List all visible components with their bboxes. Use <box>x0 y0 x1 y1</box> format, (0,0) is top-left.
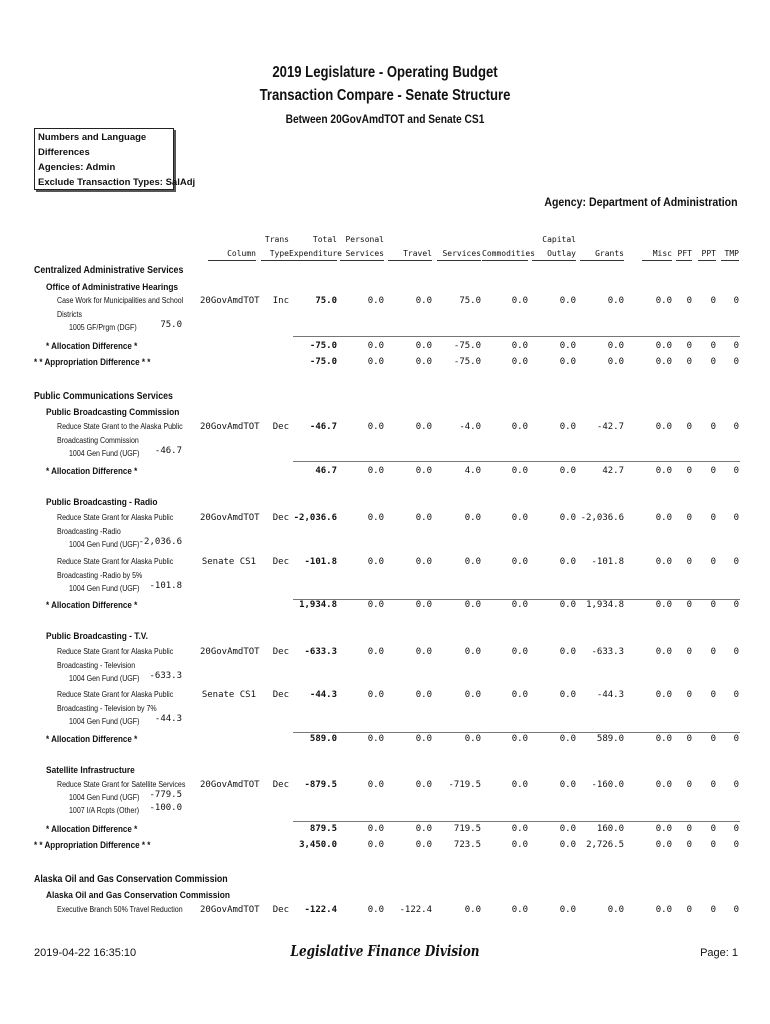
value-cell: 0 <box>686 557 692 567</box>
column-header: PFT <box>676 248 692 261</box>
value-cell: 0.0 <box>559 466 576 476</box>
value-cell: 0 <box>733 466 739 476</box>
value-cell: 0.0 <box>367 422 384 432</box>
value-cell: 0 <box>686 357 692 367</box>
value-cell: 0.0 <box>511 466 528 476</box>
value-cell: 0 <box>733 690 739 700</box>
value-cell: 0.0 <box>559 357 576 367</box>
value-cell: -44.3 <box>596 690 624 700</box>
section-heading: Alaska Oil and Gas Conservation Commission <box>46 890 230 901</box>
agency-label: Agency: Department of Administration <box>544 195 738 209</box>
fund-source: 1007 I/A Rcpts (Other) <box>69 806 140 815</box>
column-name: Senate CS1 <box>201 690 256 700</box>
value-cell: 0.0 <box>511 557 528 567</box>
value-cell: 0.0 <box>511 296 528 306</box>
line-description: Broadcasting Commission <box>57 436 139 445</box>
value-cell: 0.0 <box>559 690 576 700</box>
value-cell: 0.0 <box>511 647 528 657</box>
value-cell: 0 <box>686 824 692 834</box>
value-cell: 0.0 <box>464 600 481 610</box>
fund-amount: -44.3 <box>154 714 182 724</box>
line-description: Broadcasting -Radio <box>57 527 121 536</box>
value-cell: -75.0 <box>309 357 337 367</box>
value-cell: 0.0 <box>367 690 384 700</box>
value-cell: 0 <box>733 341 739 351</box>
value-cell: 0.0 <box>559 780 576 790</box>
value-cell: 0.0 <box>655 647 672 657</box>
line-description: Reduce State Grant for Alaska Public <box>57 690 174 699</box>
report-title-2: Transaction Compare - Senate Structure <box>259 87 511 104</box>
fund-amount: -101.8 <box>149 581 182 591</box>
section-heading: Public Broadcasting - T.V. <box>46 631 148 642</box>
value-cell: -4.0 <box>459 422 481 432</box>
value-cell: 0.0 <box>655 690 672 700</box>
column-header: Capital <box>542 235 576 244</box>
value-cell: 0.0 <box>559 734 576 744</box>
fund-source: 1004 Gen Fund (UGF) <box>69 717 140 726</box>
value-cell: 1,934.8 <box>299 600 337 610</box>
value-cell: -101.8 <box>304 557 337 567</box>
value-cell: -633.3 <box>591 647 624 657</box>
line-description: Reduce State Grant for Alaska Public <box>57 513 174 522</box>
value-cell: -2,036.6 <box>580 513 624 523</box>
value-cell: 0 <box>710 905 716 915</box>
value-cell: 0.0 <box>367 296 384 306</box>
value-cell: 0 <box>686 341 692 351</box>
value-cell: 0.0 <box>511 840 528 850</box>
value-cell: 723.5 <box>453 840 481 850</box>
line-description: Reduce State Grant to the Alaska Public <box>57 422 183 431</box>
value-cell: 0 <box>710 422 716 432</box>
value-cell: 0.0 <box>607 357 624 367</box>
value-cell: 0 <box>733 513 739 523</box>
value-cell: 0 <box>733 600 739 610</box>
value-cell: 0.0 <box>559 341 576 351</box>
value-cell: 0 <box>733 422 739 432</box>
value-cell: 0 <box>710 513 716 523</box>
value-cell: 0.0 <box>415 780 432 790</box>
column-header: Misc <box>642 248 672 261</box>
fund-amount: -633.3 <box>149 671 182 681</box>
value-cell: 0.0 <box>367 905 384 915</box>
value-cell: 0.0 <box>415 341 432 351</box>
value-cell: -75.0 <box>453 341 481 351</box>
filter-box <box>34 128 196 190</box>
value-cell: 4.0 <box>464 466 481 476</box>
value-cell: 0.0 <box>415 422 432 432</box>
fund-amount: 75.0 <box>160 320 182 330</box>
value-cell: 0 <box>710 557 716 567</box>
value-cell: -160.0 <box>591 780 624 790</box>
value-cell: 0.0 <box>655 513 672 523</box>
value-cell: -46.7 <box>309 422 337 432</box>
line-description: Reduce State Grant for Alaska Public <box>57 557 174 566</box>
column-header: Type <box>261 248 289 261</box>
value-cell: -75.0 <box>309 341 337 351</box>
fund-amount: -779.5 <box>149 790 182 800</box>
section-heading: Public Broadcasting Commission <box>46 407 180 418</box>
value-cell: 0.0 <box>367 734 384 744</box>
value-cell: 0.0 <box>607 296 624 306</box>
footer-division: Legislative Finance Division <box>290 942 480 960</box>
value-cell: 0 <box>710 824 716 834</box>
line-description: Reduce State Grant for Satellite Services <box>57 780 186 789</box>
value-cell: 0.0 <box>415 557 432 567</box>
value-cell: 0.0 <box>367 600 384 610</box>
value-cell: 0.0 <box>464 690 481 700</box>
value-cell: -719.5 <box>448 780 481 790</box>
trans-type: Dec <box>272 557 289 567</box>
value-cell: 0 <box>686 734 692 744</box>
filter-line: Differences <box>38 147 90 158</box>
value-cell: 0 <box>710 600 716 610</box>
trans-type: Dec <box>272 422 289 432</box>
difference-label: * * Appropriation Difference * * <box>34 357 151 368</box>
value-cell: 3,450.0 <box>299 840 337 850</box>
footer-page: Page: 1 <box>700 947 738 959</box>
value-cell: 0 <box>710 341 716 351</box>
value-cell: 0.0 <box>464 513 481 523</box>
value-cell: 1,934.8 <box>586 600 624 610</box>
value-cell: -75.0 <box>453 357 481 367</box>
fund-amount: -100.0 <box>149 803 182 813</box>
fund-source: 1004 Gen Fund (UGF) <box>69 540 140 549</box>
column-name: 20GovAmdTOT <box>200 905 260 915</box>
value-cell: 0.0 <box>511 341 528 351</box>
value-cell: 0 <box>686 840 692 850</box>
value-cell: 0.0 <box>559 600 576 610</box>
column-header: Column <box>208 248 256 261</box>
value-cell: 0.0 <box>367 466 384 476</box>
value-cell: 0.0 <box>655 905 672 915</box>
value-cell: 0.0 <box>655 466 672 476</box>
value-cell: 0.0 <box>415 600 432 610</box>
value-cell: 0.0 <box>655 734 672 744</box>
difference-label: * Allocation Difference * <box>46 734 138 745</box>
value-cell: 0 <box>710 647 716 657</box>
value-cell: 0.0 <box>655 296 672 306</box>
value-cell: 0.0 <box>415 647 432 657</box>
value-cell: 0 <box>686 780 692 790</box>
section-heading: Public Communications Services <box>34 391 173 402</box>
column-header: Grants <box>580 248 624 261</box>
value-cell: 0 <box>686 466 692 476</box>
column-header: PPT <box>698 248 716 261</box>
value-cell: 0 <box>710 357 716 367</box>
difference-label: * Allocation Difference * <box>46 824 138 835</box>
value-cell: 879.5 <box>309 824 337 834</box>
value-cell: 0 <box>686 600 692 610</box>
value-cell: 0.0 <box>415 734 432 744</box>
value-cell: 0.0 <box>367 647 384 657</box>
value-cell: 0 <box>733 824 739 834</box>
value-cell: 0.0 <box>415 296 432 306</box>
divider <box>293 732 740 733</box>
value-cell: 0.0 <box>415 357 432 367</box>
filter-line: Exclude Transaction Types: SalAdj <box>38 177 196 188</box>
value-cell: 0.0 <box>655 357 672 367</box>
value-cell: 0.0 <box>415 466 432 476</box>
value-cell: -42.7 <box>596 422 624 432</box>
value-cell: 0 <box>733 734 739 744</box>
value-cell: -2,036.6 <box>293 513 337 523</box>
value-cell: 0 <box>733 905 739 915</box>
value-cell: 0 <box>733 840 739 850</box>
filter-line: Numbers and Language <box>38 132 147 143</box>
value-cell: 0.0 <box>655 840 672 850</box>
trans-type: Dec <box>272 647 289 657</box>
fund-source: 1004 Gen Fund (UGF) <box>69 793 140 802</box>
value-cell: 75.0 <box>315 296 337 306</box>
line-description: Reduce State Grant for Alaska Public <box>57 647 174 656</box>
value-cell: 0 <box>710 296 716 306</box>
section-heading: Satellite Infrastructure <box>46 765 135 776</box>
value-cell: 0 <box>710 466 716 476</box>
column-header: Services <box>340 248 384 261</box>
column-name: 20GovAmdTOT <box>200 780 260 790</box>
value-cell: 0 <box>733 296 739 306</box>
trans-type: Dec <box>272 905 289 915</box>
value-cell: 0 <box>686 647 692 657</box>
value-cell: 0.0 <box>367 341 384 351</box>
value-cell: 0.0 <box>511 357 528 367</box>
value-cell: 0.0 <box>367 513 384 523</box>
value-cell: 0.0 <box>607 905 624 915</box>
line-description: Broadcasting - Television <box>57 661 136 670</box>
value-cell: 75.0 <box>459 296 481 306</box>
divider <box>293 821 740 822</box>
value-cell: 0.0 <box>559 647 576 657</box>
value-cell: 0.0 <box>511 600 528 610</box>
value-cell: 0.0 <box>464 557 481 567</box>
value-cell: -44.3 <box>309 690 337 700</box>
fund-source: 1005 GF/Prgm (DGF) <box>69 323 137 332</box>
value-cell: 0.0 <box>655 824 672 834</box>
column-name: 20GovAmdTOT <box>200 422 260 432</box>
value-cell: 0.0 <box>511 824 528 834</box>
value-cell: 0.0 <box>559 824 576 834</box>
value-cell: 0.0 <box>607 341 624 351</box>
value-cell: 0.0 <box>511 690 528 700</box>
column-header: Outlay <box>532 248 576 261</box>
value-cell: 160.0 <box>596 824 624 834</box>
value-cell: 0 <box>686 422 692 432</box>
difference-label: * * Appropriation Difference * * <box>34 840 151 851</box>
section-heading: Office of Administrative Hearings <box>46 282 179 293</box>
value-cell: -122.4 <box>399 905 432 915</box>
fund-source: 1004 Gen Fund (UGF) <box>69 449 140 458</box>
value-cell: 0 <box>710 840 716 850</box>
column-name: 20GovAmdTOT <box>200 296 260 306</box>
value-cell: 2,726.5 <box>586 840 624 850</box>
value-cell: 0 <box>686 905 692 915</box>
trans-type: Dec <box>272 690 289 700</box>
value-cell: 0 <box>710 734 716 744</box>
filter-line: Agencies: Admin <box>38 162 116 173</box>
value-cell: 0.0 <box>415 690 432 700</box>
value-cell: 0.0 <box>511 905 528 915</box>
value-cell: 0 <box>733 647 739 657</box>
line-description: Broadcasting -Radio by 5% <box>57 571 143 580</box>
difference-label: * Allocation Difference * <box>46 341 138 352</box>
trans-type: Dec <box>272 780 289 790</box>
divider <box>293 461 740 462</box>
value-cell: 0.0 <box>415 513 432 523</box>
value-cell: 0.0 <box>511 780 528 790</box>
fund-source: 1004 Gen Fund (UGF) <box>69 584 140 593</box>
value-cell: 0.0 <box>367 780 384 790</box>
value-cell: 0.0 <box>367 824 384 834</box>
value-cell: 0.0 <box>655 341 672 351</box>
line-description: Districts <box>57 310 83 319</box>
difference-label: * Allocation Difference * <box>46 600 138 611</box>
value-cell: 0.0 <box>559 840 576 850</box>
column-name: 20GovAmdTOT <box>200 513 260 523</box>
value-cell: 0 <box>686 513 692 523</box>
value-cell: -101.8 <box>591 557 624 567</box>
column-header: Expenditure <box>289 248 337 261</box>
column-header: Commodities <box>482 248 528 261</box>
value-cell: -633.3 <box>304 647 337 657</box>
value-cell: 0.0 <box>655 422 672 432</box>
difference-label: * Allocation Difference * <box>46 466 138 477</box>
value-cell: 0 <box>733 557 739 567</box>
value-cell: 0.0 <box>559 513 576 523</box>
value-cell: -879.5 <box>304 780 337 790</box>
fund-amount: -2,036.6 <box>138 537 182 547</box>
value-cell: 0.0 <box>655 557 672 567</box>
value-cell: 0.0 <box>559 557 576 567</box>
value-cell: 0 <box>733 357 739 367</box>
column-name: 20GovAmdTOT <box>200 647 260 657</box>
value-cell: -122.4 <box>304 905 337 915</box>
value-cell: 0.0 <box>415 824 432 834</box>
trans-type: Inc <box>272 296 289 306</box>
report-title: 2019 Legislature - Operating Budget <box>272 64 498 81</box>
value-cell: 0 <box>686 296 692 306</box>
trans-type: Dec <box>272 513 289 523</box>
value-cell: 0.0 <box>367 840 384 850</box>
value-cell: 46.7 <box>315 466 337 476</box>
value-cell: 0.0 <box>367 357 384 367</box>
column-header: Total <box>312 235 337 244</box>
column-header: Personal <box>345 235 384 244</box>
fund-source: 1004 Gen Fund (UGF) <box>69 674 140 683</box>
line-description: Case Work for Municipalities and School <box>57 296 184 305</box>
line-description: Executive Branch 50% Travel Reduction <box>57 905 183 914</box>
value-cell: 589.0 <box>309 734 337 744</box>
value-cell: 0.0 <box>559 905 576 915</box>
column-header: TMP <box>721 248 739 261</box>
value-cell: 0.0 <box>559 296 576 306</box>
footer-timestamp: 2019-04-22 16:35:10 <box>34 947 137 959</box>
value-cell: 589.0 <box>596 734 624 744</box>
value-cell: 42.7 <box>602 466 624 476</box>
value-cell: 0.0 <box>415 840 432 850</box>
value-cell: 0.0 <box>655 600 672 610</box>
value-cell: 0 <box>686 690 692 700</box>
value-cell: 0.0 <box>464 905 481 915</box>
value-cell: 0.0 <box>511 734 528 744</box>
column-header: Services <box>437 248 481 261</box>
column-header: Trans <box>264 235 289 244</box>
value-cell: 719.5 <box>453 824 481 834</box>
section-heading: Centralized Administrative Services <box>34 265 184 276</box>
value-cell: 0 <box>733 780 739 790</box>
report-subtitle: Between 20GovAmdTOT and Senate CS1 <box>285 112 485 126</box>
fund-amount: -46.7 <box>154 446 182 456</box>
value-cell: 0.0 <box>511 422 528 432</box>
value-cell: 0 <box>710 690 716 700</box>
section-heading: Alaska Oil and Gas Conservation Commission <box>34 874 228 885</box>
value-cell: 0.0 <box>464 647 481 657</box>
divider <box>293 336 740 337</box>
line-description: Broadcasting - Television by 7% <box>57 704 157 713</box>
value-cell: 0 <box>710 780 716 790</box>
value-cell: 0.0 <box>511 513 528 523</box>
value-cell: 0.0 <box>559 422 576 432</box>
value-cell: 0.0 <box>464 734 481 744</box>
value-cell: 0.0 <box>655 780 672 790</box>
value-cell: 0.0 <box>367 557 384 567</box>
column-header: Travel <box>388 248 432 261</box>
column-name: Senate CS1 <box>201 557 256 567</box>
section-heading: Public Broadcasting - Radio <box>46 497 158 508</box>
